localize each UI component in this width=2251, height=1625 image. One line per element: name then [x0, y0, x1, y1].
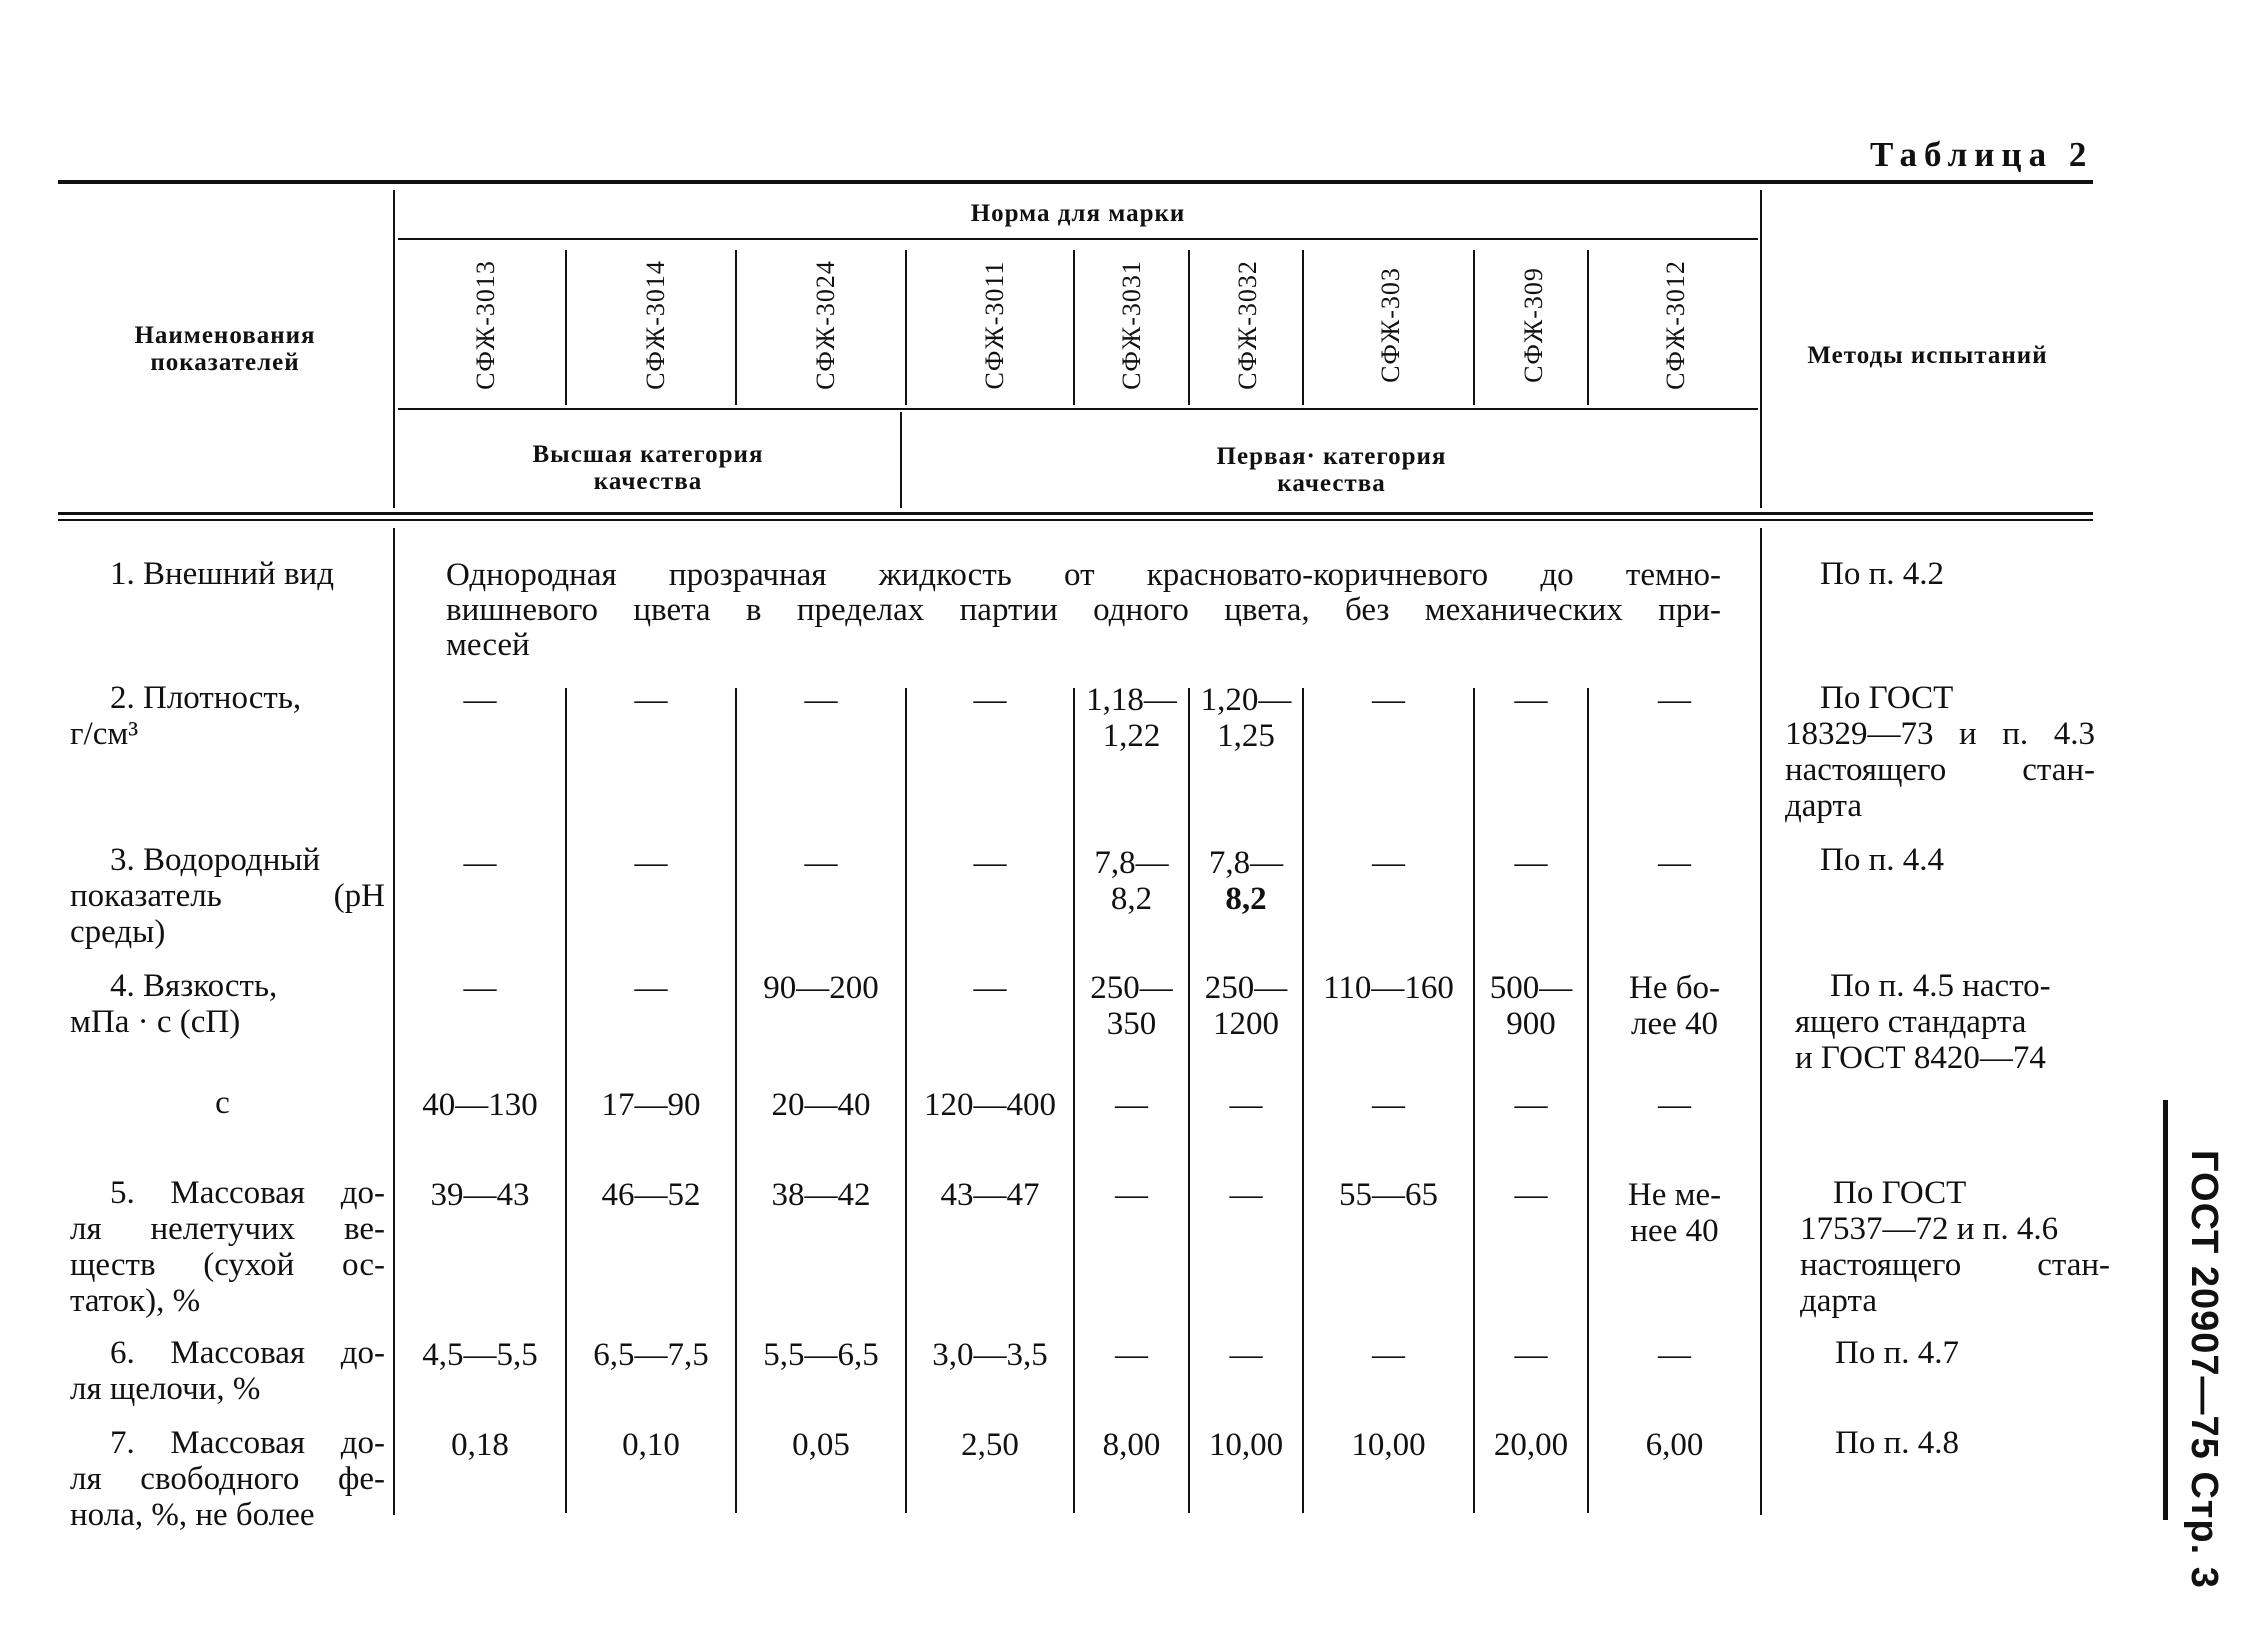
value-cell: 500— 900: [1489, 970, 1573, 1042]
value-cell: 90—200: [763, 970, 879, 1006]
appearance-text: Однородная прозрачная жидкость от красновато-коричневого до темно- вишневого цвета в пределах партии одного цвета, без механических при- месей: [446, 557, 1721, 663]
mark-label: СФЖ-3014: [641, 260, 670, 390]
value-cell: —: [1115, 1337, 1148, 1373]
value-cell: —: [1514, 1087, 1548, 1123]
value-cell: —: [1372, 1087, 1405, 1123]
category-divider: [900, 412, 902, 508]
value-cell: —: [634, 682, 668, 718]
value-cell: —: [1229, 1177, 1263, 1213]
value-cell: 1,18— 1,22: [1086, 682, 1177, 754]
value-cell: 110—160: [1323, 970, 1454, 1006]
top-rule: [58, 180, 2093, 184]
value-cell: 8,00: [1102, 1427, 1161, 1463]
value-cell: —: [1658, 1087, 1691, 1123]
row-name: 1. Внешний вид: [110, 556, 334, 592]
row-name: 5. Массовая до- ля нелетучих ве- ществ (сухой ос- таток), %: [70, 1175, 385, 1319]
value-cell: 5,5—6,5: [763, 1337, 879, 1373]
value-cell: 38—42: [771, 1177, 871, 1213]
value-cell: 0,10: [622, 1427, 680, 1463]
value-cell: 250— 1200: [1204, 970, 1288, 1042]
value-cell: —: [1115, 1087, 1148, 1123]
table-caption: Таблица 2: [1870, 135, 2094, 174]
mark-divider: [735, 250, 737, 405]
value-cell: 0,18: [451, 1427, 509, 1463]
value-cell: —: [1514, 1337, 1548, 1373]
mark-label: СФЖ-3032: [1233, 260, 1262, 390]
category-first-header: Первая· категория качества: [1216, 443, 1447, 497]
value-cell: —: [1372, 682, 1405, 718]
header-bottom-rule-1: [58, 512, 2093, 515]
value-cell: Не ме- нее 40: [1627, 1177, 1722, 1249]
value-cell: 7,8— 8,2: [1094, 845, 1169, 917]
value-cell: 46—52: [601, 1177, 701, 1213]
mark-divider: [905, 250, 907, 405]
value-cell: —: [1514, 845, 1548, 881]
value-cell: 6,00: [1645, 1427, 1704, 1463]
value-cell: 120—400: [924, 1087, 1056, 1123]
mark-divider: [1188, 250, 1190, 405]
header-bottom-rule-2: [58, 519, 2093, 521]
value-cell: 6,5—7,5: [593, 1337, 709, 1373]
value-cell: 17—90: [601, 1087, 701, 1123]
norm-group-rule: [398, 238, 1758, 240]
mark-label: СФЖ-3011: [980, 260, 1009, 390]
value-cell: 2,50: [961, 1427, 1019, 1463]
mark-label: СФЖ-3013: [471, 260, 500, 390]
test-method: По п. 4.4: [1820, 842, 1944, 878]
test-method: По п. 4.7: [1835, 1335, 1959, 1371]
value-cell: —: [1372, 845, 1405, 881]
test-method: По п. 4.5 насто- ящего стандарта и ГОСТ 8420—74: [1795, 968, 2051, 1076]
mark-label: СФЖ-3012: [1661, 260, 1690, 390]
value-cell: 55—65: [1339, 1177, 1438, 1213]
value-cell: —: [1514, 682, 1548, 718]
value-cell: —: [1229, 1337, 1263, 1373]
value-cell: —: [1115, 1177, 1148, 1213]
value-cell: 7,8— 8,2: [1208, 845, 1284, 917]
row-name: 3. Водородный показатель (pH среды): [70, 842, 385, 950]
test-method: По ГОСТ 18329—73 и п. 4.3 настоящего стан- дарта: [1785, 680, 2095, 824]
norm-group-header: Норма для марки: [970, 200, 1186, 227]
value-cell: —: [973, 845, 1007, 881]
value-cell: —: [804, 845, 838, 881]
value-cell: 0,05: [792, 1427, 850, 1463]
mark-divider: [1073, 250, 1075, 405]
row-name: с: [215, 1085, 230, 1121]
category-rule: [398, 408, 1758, 410]
row-name: 6. Массовая до- ля щелочи, %: [70, 1335, 385, 1407]
header-vline-left: [393, 190, 395, 508]
value-cell: —: [1229, 1087, 1263, 1123]
value-cell: 40—130: [422, 1087, 538, 1123]
value-cell: —: [1372, 1337, 1405, 1373]
mark-label: СФЖ-309: [1519, 267, 1548, 383]
mark-divider: [1302, 250, 1304, 405]
value-cell: 250— 350: [1090, 970, 1173, 1042]
value-cell: —: [804, 682, 838, 718]
value-cell: —: [973, 682, 1007, 718]
value-cell: 1,20— 1,25: [1200, 682, 1292, 754]
side-rule: [2163, 1100, 2168, 1520]
value-cell: —: [1658, 1337, 1691, 1373]
value-cell: 3,0—3,5: [932, 1337, 1048, 1373]
row-name: 2. Плотность, г/см³: [70, 680, 302, 752]
indicator-column-header: Наименования показателей: [134, 322, 316, 376]
value-cell: —: [1514, 1177, 1548, 1213]
test-method: По ГОСТ 17537—72 и п. 4.6 настоящего стан- дарта: [1800, 1175, 2110, 1319]
category-high-header: Высшая категория качества: [532, 441, 764, 495]
value-cell: 10,00: [1351, 1427, 1426, 1463]
value-cell: —: [634, 970, 668, 1006]
value-cell: —: [463, 845, 497, 881]
value-cell: 20,00: [1493, 1427, 1569, 1463]
mark-label: СФЖ-303: [1376, 267, 1405, 383]
value-cell: —: [1658, 682, 1691, 718]
mark-label: СФЖ-3024: [811, 260, 840, 390]
side-running-header: ГОСТ 20907—75 Стр. 3: [2183, 1150, 2225, 1589]
value-cell: 43—47: [940, 1177, 1040, 1213]
header-vline-right: [1760, 190, 1762, 508]
mark-divider: [565, 250, 567, 405]
test-method: По п. 4.8: [1835, 1425, 1959, 1461]
mark-label: СФЖ-3031: [1117, 260, 1146, 390]
value-cell: 20—40: [771, 1087, 871, 1123]
value-cell: 39—43: [430, 1177, 530, 1213]
body-vline-right: [1760, 528, 1762, 1515]
value-cell: —: [973, 970, 1007, 1006]
value-cell: —: [463, 970, 497, 1006]
mark-divider: [1587, 250, 1589, 405]
row-name: 7. Массовая до- ля свободного фе- нола, %, не более: [70, 1425, 385, 1533]
value-cell: Не бо- лее 40: [1628, 970, 1720, 1042]
value-cell: —: [634, 845, 668, 881]
value-cell: 4,5—5,5: [422, 1337, 538, 1373]
row-name: 4. Вязкость, мПа · с (сП): [70, 968, 278, 1040]
value-cell: —: [1658, 845, 1691, 881]
methods-column-header: Методы испытаний: [1807, 342, 2048, 369]
mark-divider: [1473, 250, 1475, 405]
value-cell: 10,00: [1208, 1427, 1284, 1463]
value-cell: —: [463, 682, 497, 718]
test-method: По п. 4.2: [1820, 556, 1944, 592]
